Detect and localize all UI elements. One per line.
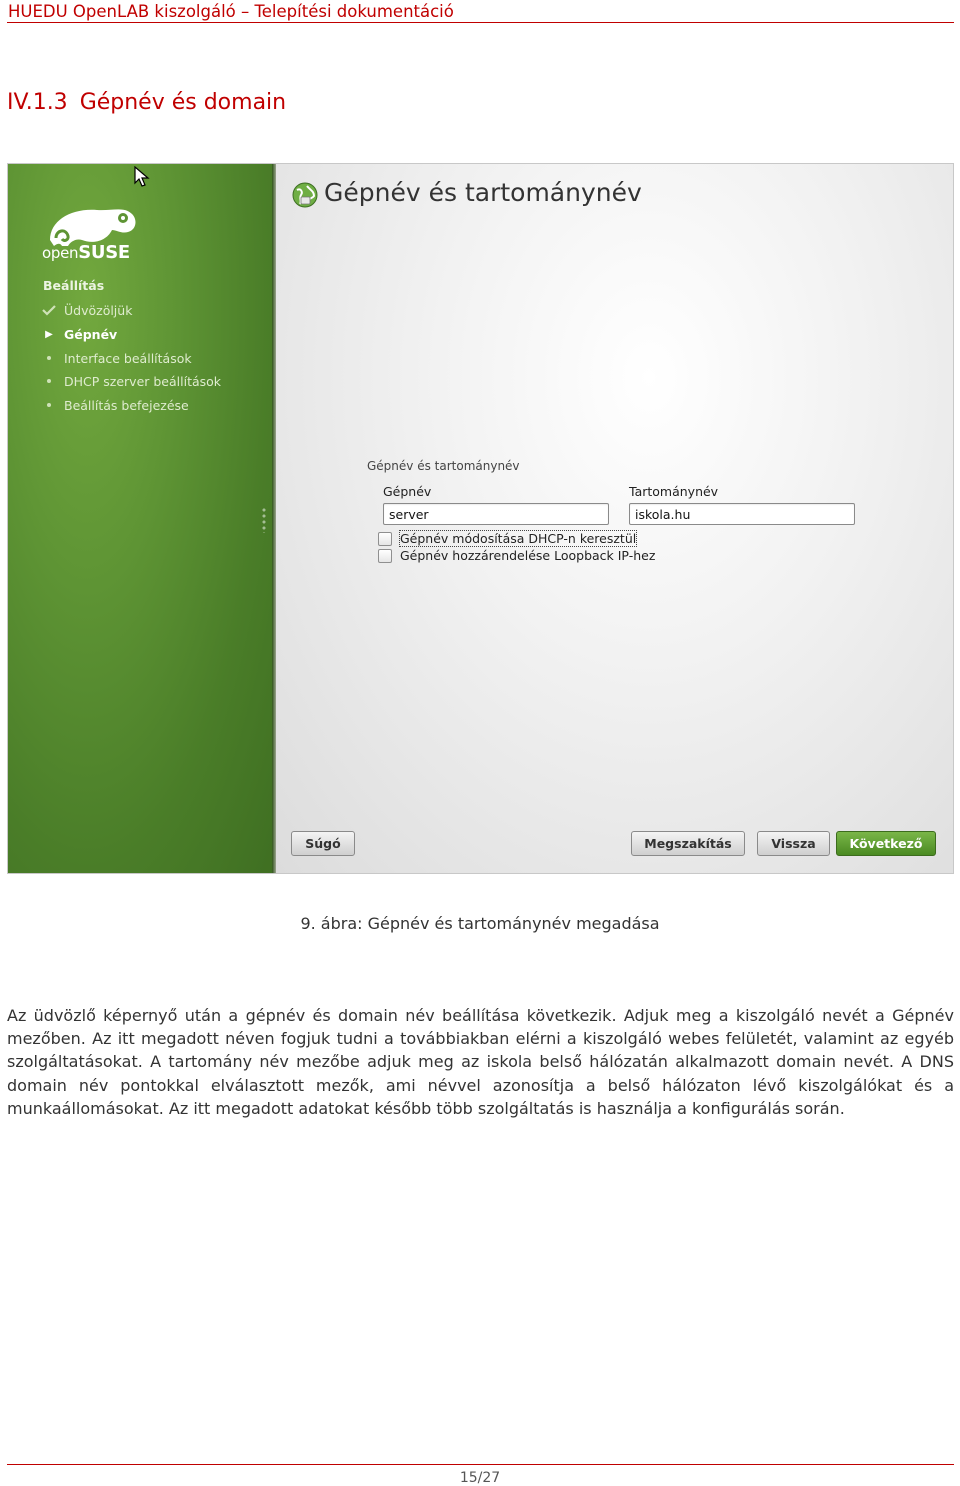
- domain-input[interactable]: [629, 503, 855, 525]
- installer-screenshot: [7, 163, 954, 874]
- arrow-right-icon: ▶: [45, 328, 53, 340]
- page-number: 15/27: [459, 1470, 501, 1486]
- hostname-label: Gépnév: [383, 484, 432, 499]
- body-paragraph: Az üdvözlő képernyő után a gépnév és domain név beállítása következik. Adjuk meg a kiszolgáló nevét a Gépnév mezőben. Az itt megadott néven fogjuk tudni a továbbiakban elérni a kiszolgáló webes felületét, valamint az egyéb szolgáltatásokat. A tartomány név mezőbe adjuk meg az iskola belső hálózatán alkalmazott domain nevét. A DNS domain név pontokkal elválasztott mezők, ami névvel azonosítja a belső hálózaton lévő kiszolgálókat és a munkaállomásokat. Az itt megadott adatokat később több szolgáltatás is használja a konfigurálás során.: [7, 1006, 954, 1118]
- installer-sidebar: [8, 164, 272, 874]
- resize-grip[interactable]: [262, 507, 266, 533]
- dialog-content: [276, 164, 954, 874]
- domain-label: Tartománynév: [629, 484, 719, 499]
- sidebar-nav-title: Beállítás: [43, 278, 105, 293]
- sidebar-item-finish: Beállítás befejezése: [40, 394, 221, 418]
- section-number: IV.1.3: [7, 90, 68, 115]
- abort-button[interactable]: Megszakítás: [631, 831, 745, 856]
- header-rule: [7, 22, 954, 23]
- section-title: Gépnév és domain: [79, 90, 287, 115]
- sidebar-item-interface: Interface beállítások: [40, 347, 221, 371]
- footer-rule: [7, 1464, 954, 1465]
- loopback-checkbox[interactable]: [378, 549, 392, 563]
- dialog-title: Gépnév és tartománynév: [324, 178, 642, 207]
- bullet-icon: [40, 370, 58, 394]
- dhcp-hostname-checkbox[interactable]: [378, 532, 392, 546]
- mouse-pointer-icon: [134, 166, 150, 188]
- figure-caption: 9. ábra: Gépnév és tartománynév megadása: [300, 914, 660, 933]
- dhcp-hostname-label[interactable]: Gépnév módosítása DHCP-n keresztül: [400, 531, 637, 546]
- back-button[interactable]: Vissza: [757, 831, 830, 856]
- dhcp-hostname-option[interactable]: [378, 530, 636, 547]
- sidebar-item-dhcp: DHCP szerver beállítások: [40, 370, 221, 394]
- loopback-option[interactable]: [378, 547, 655, 564]
- sidebar-steps: [40, 299, 221, 418]
- network-globe-icon: [292, 182, 318, 208]
- bullet-icon: [40, 394, 58, 418]
- loopback-label[interactable]: Gépnév hozzárendelése Loopback IP-hez: [400, 548, 656, 563]
- hostname-input[interactable]: [383, 503, 609, 525]
- opensuse-wordmark: openSUSE: [42, 242, 130, 263]
- checkmark-icon: [40, 299, 58, 323]
- document-header-title: HUEDU OpenLAB kiszolgáló – Telepítési dokumentáció: [8, 2, 454, 21]
- help-button[interactable]: Súgó: [291, 831, 355, 856]
- bullet-icon: [40, 347, 58, 371]
- next-button[interactable]: Következő: [836, 831, 936, 856]
- section-heading: [7, 90, 286, 115]
- group-label: Gépnév és tartománynév: [367, 459, 520, 473]
- sidebar-item-welcome: Üdvözöljük: [40, 299, 221, 323]
- sidebar-item-hostname: ▶ Gépnév: [40, 323, 221, 347]
